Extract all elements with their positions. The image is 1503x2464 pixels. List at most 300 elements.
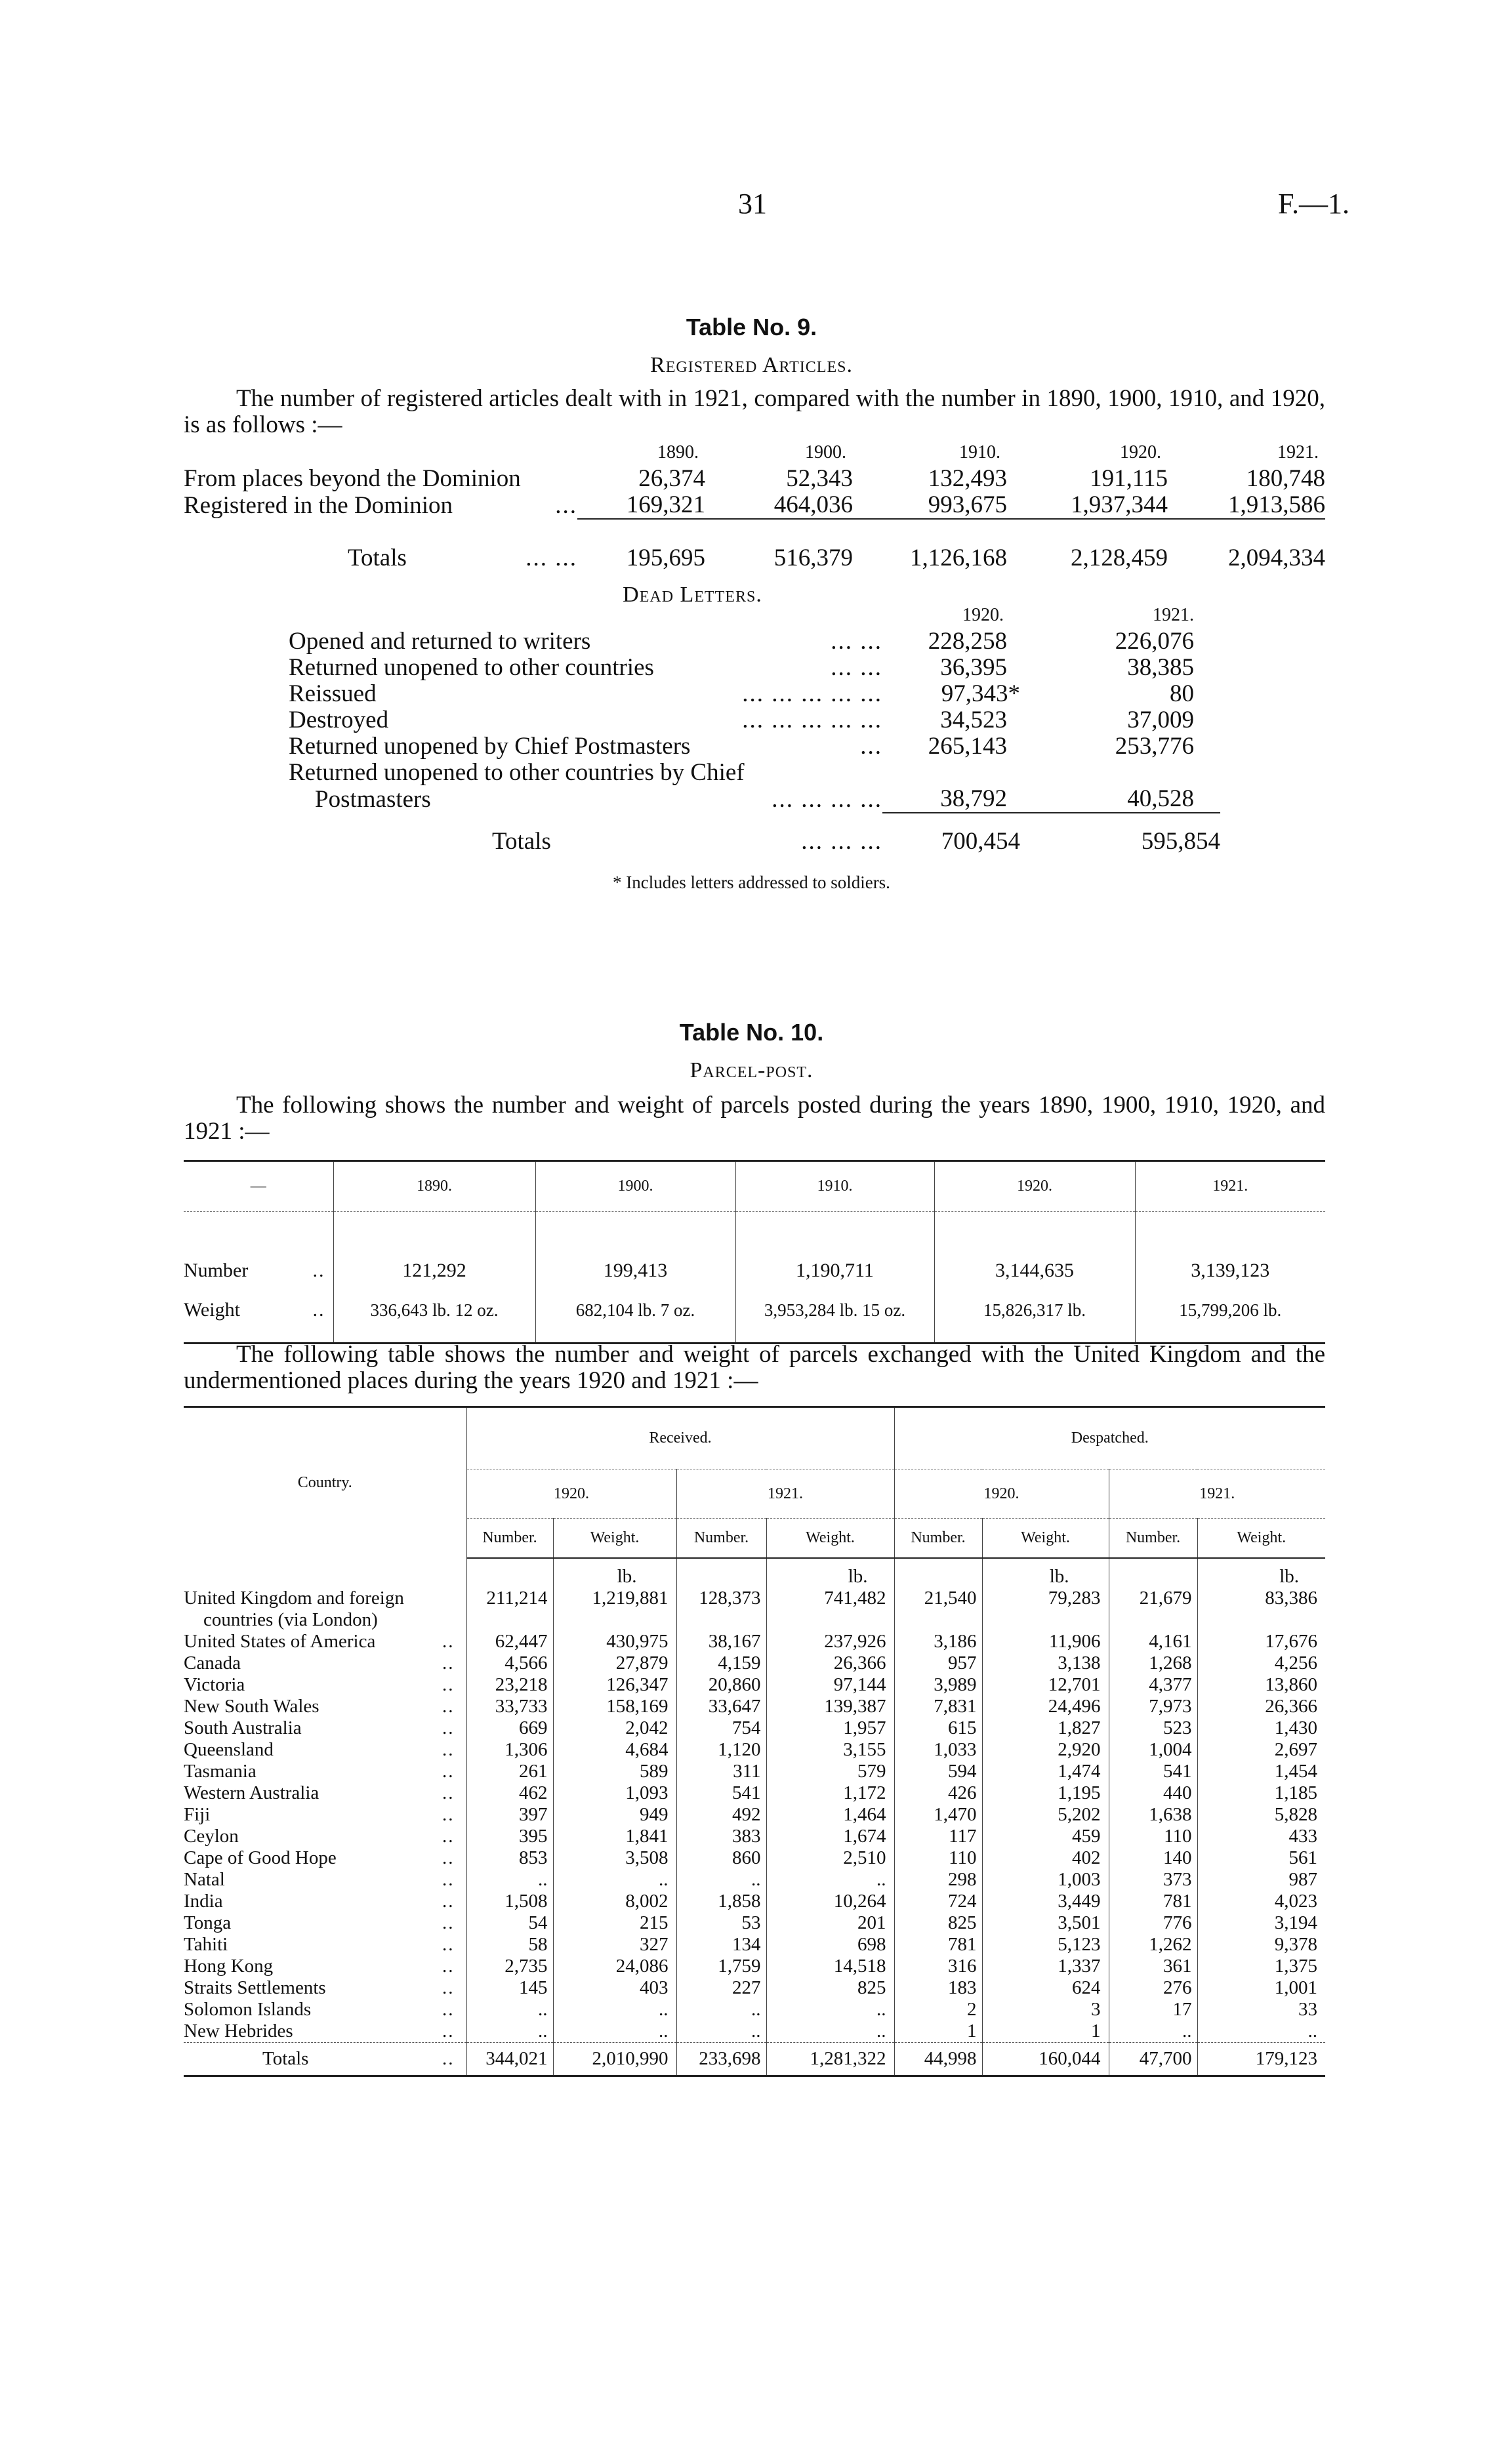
year-header: 1921. — [1153, 605, 1194, 625]
table-row — [184, 1826, 1325, 1847]
cell: 4,684 — [553, 1739, 676, 1761]
cell: .. — [676, 1869, 766, 1891]
cell: 853 — [466, 1847, 553, 1869]
header-weight: Weight. — [982, 1519, 1109, 1558]
cell: 97,343* — [941, 680, 1020, 707]
header-number: Number. — [894, 1519, 982, 1558]
country-name: Canada — [184, 1652, 241, 1673]
header-cell: 1900. — [535, 1161, 735, 1212]
cell: 1,185 — [1197, 1782, 1325, 1804]
country-name: Ceylon — [184, 1825, 239, 1847]
cell: 3,155 — [766, 1739, 894, 1761]
country-name: New South Wales — [184, 1695, 319, 1717]
parcel-post-table — [184, 1160, 1325, 1344]
header-year: 1920. — [894, 1469, 1109, 1519]
year-header: 1920. — [1120, 442, 1161, 462]
cell: 1,470 — [894, 1804, 982, 1826]
cell: 523 — [1109, 1717, 1197, 1739]
cell: 10,264 — [766, 1891, 894, 1912]
cell: 1,306 — [466, 1739, 553, 1761]
cell: 21,540 — [894, 1588, 982, 1609]
cell: 1,004 — [1109, 1739, 1197, 1761]
cell: 33,733 — [466, 1696, 553, 1717]
cell: 160,044 — [982, 2042, 1109, 2076]
cell: 7,973 — [1109, 1696, 1197, 1717]
cell: 228,258 — [928, 628, 1007, 655]
table-row — [289, 760, 1220, 786]
header-received: Received. — [466, 1407, 894, 1469]
table10-subtitle: Parcel-post. — [690, 1058, 813, 1082]
country-name: Natal — [184, 1868, 225, 1890]
cell: 825 — [766, 1977, 894, 1999]
cell: 373 — [1109, 1869, 1197, 1891]
leader-dots: .. — [442, 1890, 455, 1912]
exchange-intro: The following table shows the number and weight of parcels exchanged with the United Kingdom and the undermentioned places during the years 1920 and 1921 :— — [184, 1341, 1325, 1394]
table-row — [184, 1891, 1325, 1912]
dead-letters-subtitle: Dead Letters. — [623, 583, 762, 607]
document-reference: F.—1. — [1278, 188, 1349, 220]
cell: 462 — [466, 1782, 553, 1804]
table-row — [184, 1804, 1325, 1826]
cell: 7,831 — [894, 1696, 982, 1717]
cell: 139,387 — [766, 1696, 894, 1717]
cell: 1,638 — [1109, 1804, 1197, 1826]
cell: 237,926 — [766, 1631, 894, 1653]
row-label: Registered in the Dominion — [184, 491, 453, 519]
cell: 589 — [553, 1761, 676, 1782]
cell: .. — [766, 1869, 894, 1891]
cell: 1,281,322 — [766, 2042, 894, 2076]
cell: 336,643 lb. 12 oz. — [333, 1290, 535, 1330]
country-name: Hong Kong — [184, 1955, 274, 1977]
table-row — [184, 1631, 1325, 1653]
cell: 1,913,586 — [1228, 491, 1325, 518]
header-number: Number. — [1109, 1519, 1197, 1558]
cell: .. — [466, 1999, 553, 2021]
cell: .. — [676, 2021, 766, 2043]
cell: 11,906 — [982, 1631, 1109, 1653]
cell: 261 — [466, 1761, 553, 1782]
cell: 1,219,881 — [553, 1588, 676, 1609]
table9-subtitle: Registered Articles. — [650, 353, 853, 377]
table-row — [184, 1674, 1325, 1696]
leader-dots: .. — [442, 1717, 455, 1738]
cell: 3,194 — [1197, 1912, 1325, 1934]
table-row — [289, 733, 1220, 760]
header-year: 1921. — [1109, 1469, 1325, 1519]
cell — [882, 760, 1020, 786]
cell: 199,413 — [535, 1251, 735, 1290]
cell: 52,343 — [786, 465, 853, 492]
cell: 541 — [676, 1782, 766, 1804]
leader-dots: .. — [442, 1760, 455, 1782]
cell: 1,827 — [982, 1717, 1109, 1739]
row-label: Destroyed — [289, 707, 389, 733]
cell: 276 — [1109, 1977, 1197, 1999]
cell: 21,679 — [1109, 1588, 1197, 1609]
cell: 34,523 — [940, 707, 1007, 733]
cell: 781 — [1109, 1891, 1197, 1912]
cell: 561 — [1197, 1847, 1325, 1869]
cell: 2,128,459 — [1071, 544, 1168, 571]
registered-articles-table — [184, 440, 1325, 571]
leader-dots: ... ... ... ... ... — [742, 707, 882, 733]
cell: 433 — [1197, 1826, 1325, 1847]
cell: 226,076 — [1115, 628, 1194, 655]
cell: 13,860 — [1197, 1674, 1325, 1696]
cell: 993,675 — [928, 491, 1007, 518]
cell: .. — [466, 2021, 553, 2043]
cell: 62,447 — [466, 1631, 553, 1653]
cell: 3,449 — [982, 1891, 1109, 1912]
cell: 169,321 — [626, 491, 705, 518]
country-name: South Australia — [184, 1717, 302, 1738]
leader-dots: .. — [442, 1738, 455, 1760]
cell: 17 — [1109, 1999, 1197, 2021]
cell: 403 — [553, 1977, 676, 1999]
year-header: 1900. — [805, 442, 846, 462]
cell: 1,190,711 — [735, 1251, 934, 1290]
table-row — [184, 1956, 1325, 1977]
totals-label: Totals — [492, 828, 551, 855]
page-number: 31 — [738, 188, 767, 220]
table-row — [184, 1696, 1325, 1717]
cell: 440 — [1109, 1782, 1197, 1804]
country-name: Tonga — [184, 1912, 232, 1933]
table-row — [184, 1251, 1325, 1290]
cell: 957 — [894, 1653, 982, 1674]
table10-title: Table No. 10. — [679, 1019, 824, 1046]
table-row — [184, 1717, 1325, 1739]
totals-label: Totals — [262, 2047, 309, 2069]
unit-label: lb. — [766, 1558, 894, 1588]
cell: 38,385 — [1127, 654, 1194, 681]
cell: 54 — [466, 1912, 553, 1934]
table-row — [184, 1977, 1325, 1999]
table-row — [289, 628, 1220, 655]
table-row — [184, 1999, 1325, 2021]
leader-dots: .. — [442, 1803, 455, 1825]
totals-row — [289, 829, 1220, 855]
leader-dots: ... ... — [525, 544, 577, 571]
cell: 58 — [466, 1934, 553, 1956]
cell: 3,186 — [894, 1631, 982, 1653]
cell: 128,373 — [676, 1588, 766, 1609]
table-row — [289, 786, 1220, 813]
cell: 1,003 — [982, 1869, 1109, 1891]
cell: 724 — [894, 1891, 982, 1912]
cell: 3,989 — [894, 1674, 982, 1696]
country-name: Tasmania — [184, 1760, 257, 1782]
table-row — [184, 1290, 1325, 1330]
cell: 24,086 — [553, 1956, 676, 1977]
cell: 1,375 — [1197, 1956, 1325, 1977]
cell: 1,033 — [894, 1739, 982, 1761]
cell: 5,123 — [982, 1934, 1109, 1956]
cell: 2,042 — [553, 1717, 676, 1739]
cell: 117 — [894, 1826, 982, 1847]
cell: .. — [676, 1999, 766, 2021]
leader-dots: .. — [442, 1955, 455, 1977]
cell: 132,493 — [928, 465, 1007, 492]
header-weight: Weight. — [553, 1519, 676, 1558]
cell: 215 — [553, 1912, 676, 1934]
country-name: Victoria — [184, 1673, 245, 1695]
country-name: United States of America — [184, 1630, 376, 1652]
cell: 3,138 — [982, 1653, 1109, 1674]
unit-label: lb. — [553, 1558, 676, 1588]
cell: 24,496 — [982, 1696, 1109, 1717]
country-name: Cape of Good Hope — [184, 1847, 337, 1868]
cell: 579 — [766, 1761, 894, 1782]
cell: 402 — [982, 1847, 1109, 1869]
cell: 1,262 — [1109, 1934, 1197, 1956]
cell: 126,347 — [553, 1674, 676, 1696]
cell: 5,202 — [982, 1804, 1109, 1826]
unit-label: lb. — [982, 1558, 1109, 1588]
cell: 459 — [982, 1826, 1109, 1847]
cell: 183 — [894, 1977, 982, 1999]
cell: 2,920 — [982, 1739, 1109, 1761]
leader-dots: .. — [442, 1977, 455, 1998]
country-name: India — [184, 1890, 223, 1912]
cell: 3,144,635 — [934, 1251, 1135, 1290]
cell: 1,172 — [766, 1782, 894, 1804]
cell: 201 — [766, 1912, 894, 1934]
country-name: Solomon Islands — [184, 1998, 312, 2020]
cell: 754 — [676, 1717, 766, 1739]
cell: 860 — [676, 1847, 766, 1869]
leader-dots: .. — [442, 2047, 455, 2069]
cell: 79,283 — [982, 1588, 1109, 1609]
cell: 265,143 — [928, 733, 1007, 760]
cell: 682,104 lb. 7 oz. — [535, 1290, 735, 1330]
row-label: Returned unopened to other countries by Chief — [289, 759, 745, 786]
cell: 2,735 — [466, 1956, 553, 1977]
dead-letters-table — [289, 602, 1220, 855]
table-row — [289, 707, 1220, 733]
row-label: Returned unopened to other countries — [289, 654, 654, 681]
cell: 1,430 — [1197, 1717, 1325, 1739]
footnote: * Includes letters addressed to soldiers. — [613, 873, 890, 892]
cell: 316 — [894, 1956, 982, 1977]
cell: 669 — [466, 1717, 553, 1739]
country-name: Western Australia — [184, 1782, 319, 1803]
cell: .. — [466, 1869, 553, 1891]
leader-dots: ... ... ... ... ... — [742, 680, 882, 707]
cell — [1020, 760, 1220, 786]
header-cell: 1920. — [934, 1161, 1135, 1212]
leader-dots: .. — [442, 1847, 455, 1868]
country-name: Straits Settlements — [184, 1977, 326, 1998]
cell: 1,858 — [676, 1891, 766, 1912]
row-label: Postmasters — [315, 785, 431, 813]
leader-dots: .. — [442, 1868, 455, 1890]
row-label: Number — [184, 1260, 249, 1281]
cell: 1,841 — [553, 1826, 676, 1847]
row-label: Opened and returned to writers — [289, 628, 591, 655]
cell: 298 — [894, 1869, 982, 1891]
cell: 311 — [676, 1761, 766, 1782]
cell: 516,379 — [773, 544, 853, 571]
header-cell: 1921. — [1135, 1161, 1325, 1212]
totals-row — [184, 2042, 1325, 2076]
leader-dots: .. — [442, 1695, 455, 1717]
table9-title: Table No. 9. — [686, 314, 817, 340]
cell: 698 — [766, 1934, 894, 1956]
year-header: 1921. — [1277, 442, 1319, 462]
cell: 33 — [1197, 1999, 1325, 2021]
leader-dots: ... ... — [831, 654, 882, 681]
leader-dots: .. — [442, 2020, 455, 2042]
cell: 4,256 — [1197, 1653, 1325, 1674]
cell: 4,161 — [1109, 1631, 1197, 1653]
cell: 4,159 — [676, 1653, 766, 1674]
country-name: Queensland — [184, 1738, 274, 1760]
cell: 9,378 — [1197, 1934, 1325, 1956]
cell: 195,695 — [626, 544, 705, 571]
header-number: Number. — [676, 1519, 766, 1558]
table-row — [184, 1761, 1325, 1782]
cell: 26,366 — [766, 1653, 894, 1674]
cell: 492 — [676, 1804, 766, 1826]
cell: 781 — [894, 1934, 982, 1956]
leader-dots: .. — [442, 1782, 455, 1803]
header-country: Country. — [297, 1473, 352, 1491]
cell: 2 — [894, 1999, 982, 2021]
cell: 2,697 — [1197, 1739, 1325, 1761]
header-weight: Weight. — [766, 1519, 894, 1558]
leader-dots: .. — [442, 1998, 455, 2020]
cell: 158,169 — [553, 1696, 676, 1717]
table-row — [184, 1934, 1325, 1956]
leader-dots: ... ... ... ... — [772, 785, 882, 813]
cell: 1,508 — [466, 1891, 553, 1912]
cell: 595,854 — [1141, 828, 1220, 855]
leader-dots: ... ... — [831, 628, 882, 655]
header-row — [184, 1161, 1325, 1212]
cell: 344,021 — [466, 2042, 553, 2076]
cell: 97,144 — [766, 1674, 894, 1696]
cell: 1,268 — [1109, 1653, 1197, 1674]
cell: 1,195 — [982, 1782, 1109, 1804]
cell: 180,748 — [1246, 465, 1325, 492]
cell: 624 — [982, 1977, 1109, 1999]
table9-intro: The number of registered articles dealt with in 1921, compared with the number in 1890, 1900, 1910, and 1920, is as follows :— — [184, 385, 1325, 438]
country-name: United Kingdom and foreign — [184, 1587, 404, 1609]
cell: 110 — [894, 1847, 982, 1869]
cell: 2,510 — [766, 1847, 894, 1869]
table10-intro: The following shows the number and weight of parcels posted during the years 1890, 1900, 1910, 1920, and 1921 :— — [184, 1092, 1325, 1145]
cell: 40,528 — [1127, 785, 1194, 812]
cell: 36,395 — [940, 654, 1007, 681]
cell: 615 — [894, 1717, 982, 1739]
cell: 1,464 — [766, 1804, 894, 1826]
leader-dots: .. — [442, 1652, 455, 1673]
header-cell: 1890. — [333, 1161, 535, 1212]
cell: 3,139,123 — [1135, 1251, 1325, 1290]
leader-dots: ... — [860, 733, 882, 760]
table-row — [184, 1739, 1325, 1761]
country-name-continued: countries (via London) — [203, 1609, 378, 1630]
header-despatched: Despatched. — [894, 1407, 1325, 1469]
cell: 949 — [553, 1804, 676, 1826]
cell: 1,474 — [982, 1761, 1109, 1782]
year-header-row — [289, 602, 1220, 628]
cell: 700,454 — [941, 828, 1020, 855]
cell: 1,337 — [982, 1956, 1109, 1977]
cell: 1,001 — [1197, 1977, 1325, 1999]
table-row — [289, 681, 1220, 707]
cell: 1,093 — [553, 1782, 676, 1804]
totals-row — [184, 533, 1325, 571]
cell: .. — [1197, 2021, 1325, 2043]
leader-dots: ... ... ... — [801, 828, 882, 855]
table-row — [184, 1912, 1325, 1934]
cell: 3,953,284 lb. 15 oz. — [735, 1290, 934, 1330]
header-number: Number. — [466, 1519, 553, 1558]
cell: 1,759 — [676, 1956, 766, 1977]
cell: 15,799,206 lb. — [1135, 1290, 1325, 1330]
parcel-exchange-table — [184, 1406, 1325, 2077]
header-weight: Weight. — [1197, 1519, 1325, 1558]
cell: 3,508 — [553, 1847, 676, 1869]
cell: 1,674 — [766, 1826, 894, 1847]
table-row — [184, 1782, 1325, 1804]
table-row — [184, 466, 1325, 492]
cell: 464,036 — [773, 491, 853, 518]
cell: 1 — [982, 2021, 1109, 2043]
cell: 33,647 — [676, 1696, 766, 1717]
country-name: Fiji — [184, 1803, 211, 1825]
cell: 38,792 — [940, 785, 1007, 812]
cell: 227 — [676, 1977, 766, 1999]
cell: 1,454 — [1197, 1761, 1325, 1782]
row-label: Weight — [184, 1299, 240, 1321]
year-header: 1920. — [962, 605, 1004, 625]
header-year: 1921. — [676, 1469, 894, 1519]
leader-dots: .. — [442, 1673, 455, 1695]
cell: 1,937,344 — [1071, 491, 1168, 518]
cell: 191,115 — [1090, 465, 1168, 492]
cell: 26,374 — [638, 465, 705, 492]
cell: .. — [766, 2021, 894, 2043]
cell: 179,123 — [1197, 2042, 1325, 2076]
table-row — [184, 1588, 1325, 1609]
cell: .. — [553, 1869, 676, 1891]
header-year: 1920. — [466, 1469, 676, 1519]
leader-dots: ... — [555, 491, 577, 519]
cell: 23,218 — [466, 1674, 553, 1696]
table-row — [184, 1847, 1325, 1869]
cell: 327 — [553, 1934, 676, 1956]
cell: 1,120 — [676, 1739, 766, 1761]
header-cell: 1910. — [735, 1161, 934, 1212]
cell: 361 — [1109, 1956, 1197, 1977]
cell: 20,860 — [676, 1674, 766, 1696]
cell: 80 — [1170, 680, 1194, 707]
cell: 426 — [894, 1782, 982, 1804]
leader-dots: .. — [442, 1630, 455, 1652]
cell: 38,167 — [676, 1631, 766, 1653]
cell: 145 — [466, 1977, 553, 1999]
cell: 1 — [894, 2021, 982, 2043]
cell: 430,975 — [553, 1631, 676, 1653]
unit-label: lb. — [1197, 1558, 1325, 1588]
cell: 395 — [466, 1826, 553, 1847]
country-name: Tahiti — [184, 1933, 228, 1955]
cell: 14,518 — [766, 1956, 894, 1977]
